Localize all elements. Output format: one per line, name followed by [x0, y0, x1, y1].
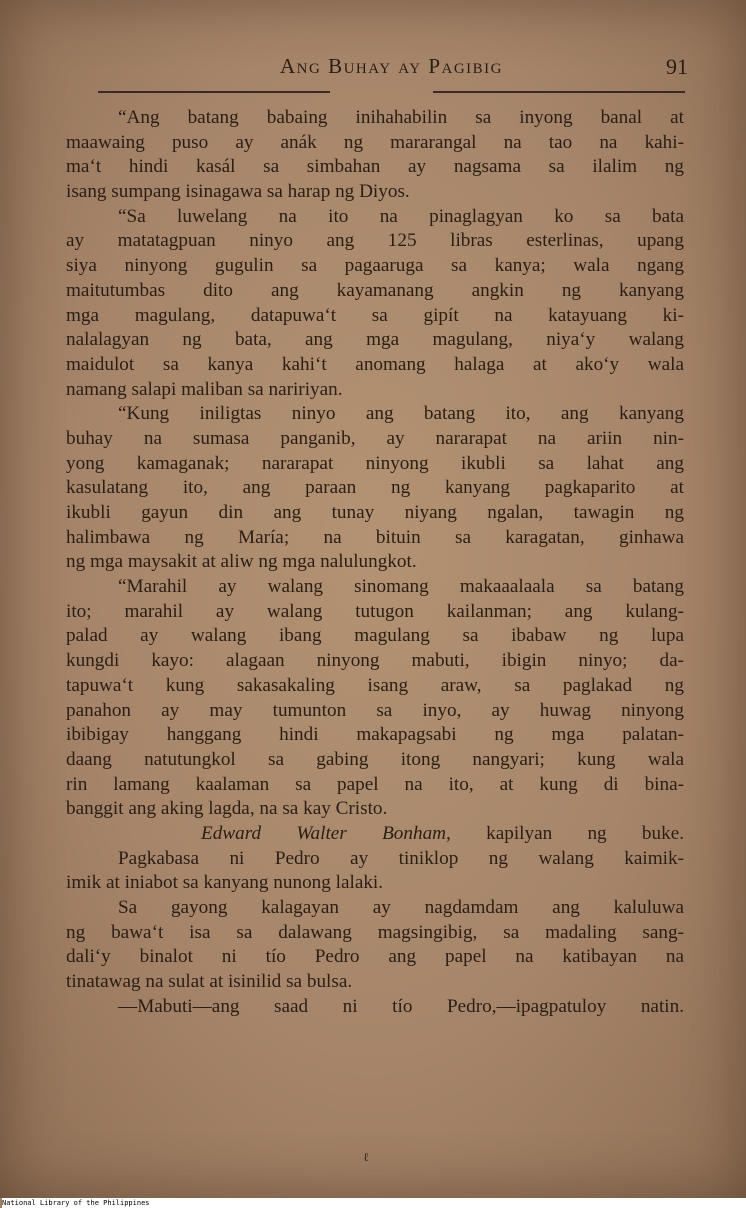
text-line: rin lamang kaalaman sa papel na ito, at kung di bina- [66, 773, 684, 795]
text-line: —Mabuti—ang saad ni tío Pedro,—ipagpatuloy natin. [118, 995, 684, 1017]
text-line: ng bawa‘t isa sa dalawang magsingibig, sa madaling sang- [66, 921, 684, 943]
running-title: Ang Buhay ay Pagibig [279, 54, 503, 78]
signature-line [66, 822, 684, 847]
text-line: ikubli gayun din ang tunay niyang ngalan, tawagin ng [66, 502, 684, 523]
text-line: mga magulang, datapuwa‘t sa gipít na katayuang ki- [66, 304, 684, 326]
page-number: 91 [666, 54, 688, 79]
text-line: ng mga maysakit at aliw ng mga nalulungkot. [66, 551, 417, 573]
text-line: “Ang batang babaing inihahabilin sa inyong banal at [118, 107, 684, 128]
text-line: namang salapi maliban sa naririyan. [66, 378, 343, 400]
text-line: maidulot sa kanya kahi‘t anomang halaga at ako‘y wala [66, 353, 684, 375]
library-credit: National Library of the Philippines [2, 1198, 746, 1208]
text-line: ito; marahil ay walang tutugon kailanman; ang kulang- [66, 600, 684, 622]
text-line: maitutumbas dito ang kayamanang angkin ng kanyang [66, 279, 684, 301]
text-line: tinatawag na sulat at isinilid sa bulsa. [66, 971, 353, 993]
text-line: dali‘y binalot ni tío Pedro ang papel na katibayan na [66, 946, 684, 968]
text-line: kasulatang ito, ang paraan ng kanyang pagkaparito at [66, 477, 684, 499]
text-line: Pagkabasa ni Pedro ay tiniklop ng walang kaimik- [118, 847, 684, 869]
text-line: isang sumpang isinagawa sa harap ng Diyos. [66, 181, 410, 203]
text-line: “Marahil ay walang sinomang makaaalaala sa batang [118, 576, 684, 598]
text-line: siya ninyong gugulin sa pagaaruga sa kanya; wala ngang [66, 255, 684, 277]
header-rule-left [98, 91, 330, 93]
text-line: imik at iniabot sa kanyang nunong lalaki. [66, 872, 384, 894]
body-text [66, 106, 684, 1019]
header-rule-right [433, 91, 685, 93]
text-line: maawaing puso ay anák ng mararangal na tao na kahi- [66, 131, 684, 153]
page-header [95, 54, 688, 84]
text-line: panahon ay may tumunton sa inyo, ay huwag ninyong [66, 699, 684, 721]
text-line: ibibigay hanggang hindi makapagsabi ng mga palatan- [66, 724, 684, 746]
text-line: daang natutungkol sa gabing itong nangyari; kung wala [66, 748, 684, 770]
footer-mark: ℓ [363, 1150, 369, 1164]
text-line: yong kamaganak; nararapat ninyong ikubli sa lahat ang [66, 452, 684, 474]
signature-title: kapilyan ng buke. [486, 822, 685, 844]
text-line: ay matatagpuan ninyo ang 125 libras esterlinas, upang [66, 230, 684, 252]
text-line: ma‘t hindi kasál sa simbahan ay nagsama sa ilalim ng [66, 156, 684, 178]
text-line: “Sa luwelang na ito na pinaglagyan ko sa bata [118, 205, 684, 227]
signature-name: Edward Walter Bonham, [201, 822, 451, 844]
text-line: nalalagyan ng bata, ang mga magulang, niya‘y walang [66, 329, 684, 351]
text-line: halimbawa ng María; na bituin sa karagatan, ginhawa [66, 526, 684, 548]
text-line: tapuwa‘t kung sakasakaling isang araw, sa paglakad ng [66, 674, 684, 696]
text-line: kungdi kayo: alagaan ninyong mabuti, ibigin ninyo; da- [66, 650, 684, 672]
text-line: palad ay walang ibang magulang sa ibabaw ng lupa [66, 625, 684, 647]
text-line: Sa gayong kalagayan ay nagdamdam ang kaluluwa [118, 897, 684, 918]
text-line: buhay na sumasa panganib, ay nararapat na ariin nin- [66, 427, 684, 449]
text-line: banggit ang aking lagda, na sa kay Cristo. [66, 798, 388, 820]
text-line: “Kung iniligtas ninyo ang batang ito, ang kanyang [118, 403, 684, 425]
